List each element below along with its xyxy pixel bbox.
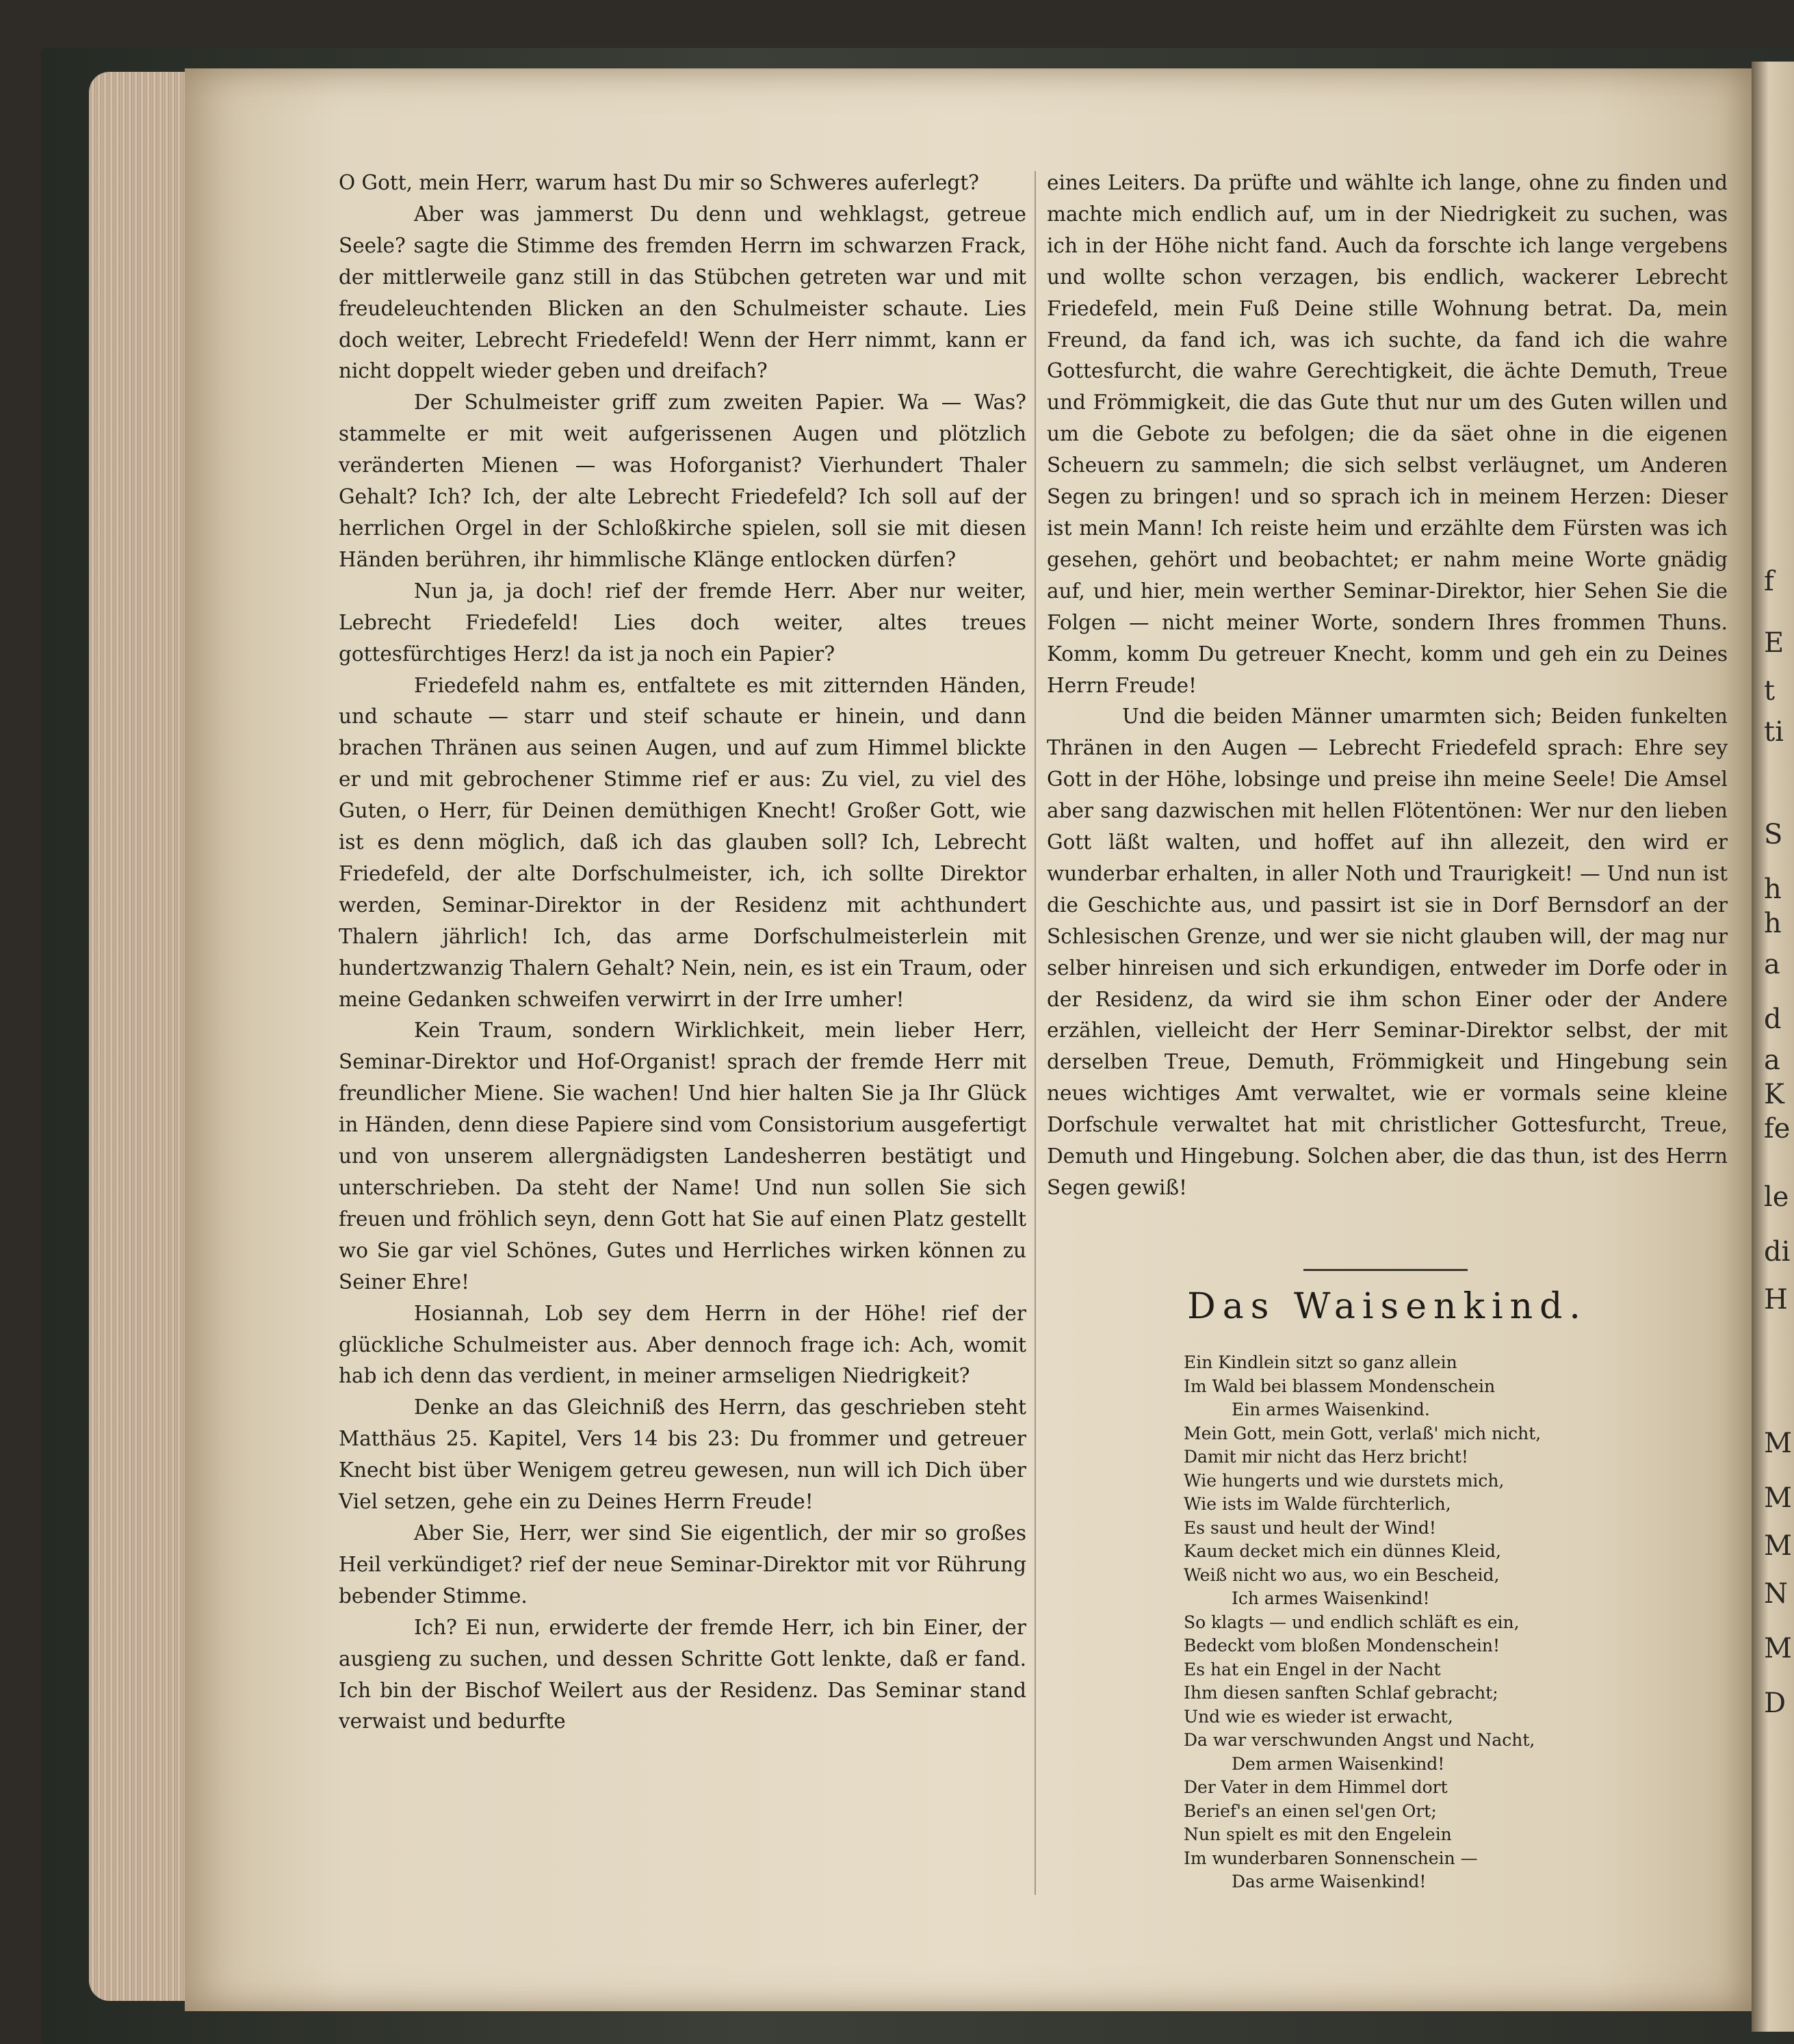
paragraph: Ich? Ei nun, erwiderte der fremde Herr, ich bin Einer, der ausgieng zu suchen, und dessen Schritte Gott lenkte, daß er fand. Ich bin der Bischof Weilert aus der Residenz. Das Seminar stand verwaist und bedurfte	[339, 1615, 1026, 1733]
margin-fragment: a	[1764, 949, 1780, 980]
margin-fragment: D	[1764, 1688, 1786, 1719]
margin-fragment: di	[1764, 1236, 1791, 1268]
margin-fragment: M	[1764, 1530, 1792, 1562]
margin-fragment: S	[1764, 819, 1783, 850]
poem-line: Berief's an einen sel'gen Ort;	[1184, 1800, 1437, 1821]
poem-line: Der Vater in dem Himmel dort	[1184, 1777, 1448, 1797]
paragraph: Hosiannah, Lob sey dem Herrn in der Höhe! rief der glückliche Schulmeister aus. Aber dennoch frage ich: Ach, womit hab ich denn das verdient, in meiner armseligen Niedrigkeit?	[339, 1301, 1026, 1388]
poem-line: Dem armen Waisenkind!	[1232, 1753, 1445, 1774]
margin-fragment: h	[1764, 908, 1782, 939]
poem-line: Ich armes Waisenkind!	[1232, 1588, 1430, 1608]
margin-fragment: ti	[1764, 716, 1784, 748]
margin-fragment: f	[1764, 566, 1774, 597]
poem	[1184, 1351, 1731, 1894]
paragraph: eines Leiters. Da prüfte und wählte ich lange, ohne zu finden und machte mich endlich auf, um in der Niedrigkeit zu suchen, was ich in der Höhe nicht fand. Auch da forschte ich lange vergebens und wollte schon verzagen, bis endlich, wackerer Lebrecht Friedefeld, mein Fuß Deine stille Wohnung betrat. Da, mein Freund, da fand ich, was ich suchte, da fand ich die wahre Gottesfurcht, die wahre Gerechtigkeit, die ächte Demuth, Treue und Frömmigkeit, die das Gute thut nur um des Guten willen und um die Gebote zu befolgen; die da säet ohne in die eigenen Scheuern zu sammeln; die sich selbst verläugnet, um Anderen Segen zu bringen! und so sprach ich in meinem Herzen: Dieser ist mein Mann! Ich reiste heim und erzählte dem Fürsten was ich gesehen, gehört und beobachtet; er nahm meine Worte gnädig auf, und hier, mein werther Seminar-Direktor, hier Sehen Sie die Folgen — nicht meiner Worte, sondern Ihres frommen Thuns. Komm, komm Du getreuer Knecht, komm und geh ein zu Deines Herrn Freude!	[1047, 171, 1728, 697]
poem-title: Das Waisenkind.	[1187, 1286, 1587, 1327]
poem-line: Weiß nicht wo aus, wo ein Bescheid,	[1184, 1564, 1500, 1585]
poem-line: Nun spielt es mit den Engelein	[1184, 1824, 1452, 1844]
paragraph: Der Schulmeister griff zum zweiten Papier. Wa — Was? stammelte er mit weit aufgerissenen Augen und plötzlich veränderten Mienen — was Hoforganist? Vierhundert Thaler Gehalt? Ich? Ich, der alte Lebrecht Friedefeld? Ich soll auf der herrlichen Orgel in der Schloßkirche spielen, soll sie mit diesen Händen berühren, ihr himmlische Klänge entlocken dürfen?	[339, 391, 1026, 571]
paragraph: Kein Traum, sondern Wirklichkeit, mein lieber Herr, Seminar-Direktor und Hof-Organist! sprach der fremde Herr mit freundlicher Miene. Sie wachen! Und hier halten Sie ja Ihr Glück in Händen, denn diese Papiere sind vom Consistorium ausgefertigt und von unserem allergnädigsten Landesherren bestätigt und unterschrieben. Da steht der Name! Und nun sollen Sie sich freuen und fröhlich seyn, denn Gott hat Sie auf einen Platz gestellt wo Sie gar viel Schönes, Gutes und Herrliches wirken können zu Seiner Ehre!	[339, 1019, 1026, 1294]
left-column	[339, 168, 1026, 1738]
margin-fragment: M	[1764, 1633, 1792, 1664]
poem-line: Kaum decket mich ein dünnes Kleid,	[1184, 1541, 1501, 1561]
poem-line: Es hat ein Engel in der Nacht	[1184, 1659, 1441, 1679]
section-separator	[1303, 1269, 1468, 1271]
paragraph: Und die beiden Männer umarmten sich; Beiden funkelten Thränen in den Augen — Lebrecht Friedefeld sprach: Ehre sey Gott in der Höhe, lobsinge und preise ihn meine Seele! Die Amsel aber sang dazwischen mit hellen Flötentönen: Wer nur den lieben Gott läßt walten, und hoffet auf ihn allezeit, den wird er wunderbar erhalten, in aller Noth und Traurigkeit! — Und nun ist die Geschichte aus, und passirt ist sie in Dorf Bernsdorf an der Schlesischen Grenze, und wer sie nicht glauben will, der mag nur selber hinreisen und sich erkundigen, entweder im Dorfe oder in der Residenz, da wird sie ihm schon Einer oder der Andere erzählen, vielleicht der Herr Seminar-Direktor selbst, der mit derselben Treue, Demuth, Frömmigkeit und Hingebung sein neues wichtiges Amt verwaltet, wie er vormals seine kleine Dorfschule verwaltet hat mit christlicher Gottesfurcht, Treue, Demuth und Hingebung. Solchen aber, die das thun, ist des Herrn Segen gewiß!	[1047, 705, 1728, 1199]
poem-line: Damit mir nicht das Herz bricht!	[1184, 1447, 1468, 1467]
poem-line: Und wie es wieder ist erwacht,	[1184, 1706, 1453, 1727]
next-page-strip	[1752, 62, 1794, 2032]
margin-fragment: E	[1764, 627, 1784, 659]
margin-fragment: t	[1764, 675, 1776, 707]
margin-fragment: a	[1764, 1045, 1780, 1076]
margin-fragment: d	[1764, 1004, 1782, 1035]
paragraph: O Gott, mein Herr, warum hast Du mir so Schweres auferlegt?	[339, 171, 979, 194]
paragraph: Friedefeld nahm es, entfaltete es mit zitternden Händen, und schaute — starr und steif schaute er hinein, und dann brachen Thränen aus seinen Augen, und auf zum Himmel blickte er und mit gebrochener Stimme rief er aus: Zu viel, zu viel des Guten, o Herr, für Deinen demüthigen Knecht! Großer Gott, wie ist es denn möglich, daß ich das glauben soll? Ich, Lebrecht Friedefeld, der alte Dorfschulmeister, ich, ich sollte Direktor werden, Seminar-Direktor in der Residenz mit achthundert Thalern jährlich! Ich, das arme Dorfschulmeisterlein mit hundertzwanzig Thalern Gehalt? Nein, nein, es ist ein Traum, oder meine Gedanken schweifen verwirrt in der Irre umher!	[339, 673, 1026, 1011]
page-edges	[89, 72, 192, 2001]
poem-line: Ein armes Waisenkind.	[1232, 1400, 1430, 1419]
poem-line: Ihm diesen sanften Schlaf gebracht;	[1184, 1683, 1498, 1703]
margin-fragment: K	[1764, 1079, 1784, 1110]
poem-line: Wie hungerts und wie durstets mich,	[1184, 1470, 1505, 1491]
poem-line: Im Wald bei blassem Mondenschein	[1184, 1376, 1496, 1396]
paragraph: Nun ja, ja doch! rief der fremde Herr. Aber nur weiter, Lebrecht Friedefeld! Lies doch weiter, altes treues gottesfürchtiges Herz! da ist ja noch ein Papier?	[339, 579, 1026, 666]
right-column	[1047, 168, 1728, 1204]
paragraph: Denke an das Gleichniß des Herrn, das geschrieben steht Matthäus 25. Kapitel, Vers 14 bis 23: Du frommer und getreuer Knecht bist über Wenigem getreu gewesen, nun will ich Dich über Viel setzen, gehe ein zu Deines Herrn Freude!	[339, 1396, 1026, 1514]
poem-line: Wie ists im Walde fürchterlich,	[1184, 1494, 1451, 1514]
margin-fragment: le	[1764, 1181, 1789, 1213]
margin-fragment: M	[1764, 1428, 1792, 1459]
poem-line: Das arme Waisenkind!	[1232, 1872, 1427, 1891]
margin-fragment: M	[1764, 1482, 1792, 1514]
poem-line: Ein Kindlein sitzt so ganz allein	[1184, 1352, 1457, 1372]
margin-fragment: h	[1764, 874, 1782, 905]
margin-fragment: N	[1764, 1578, 1788, 1610]
poem-line: Im wunderbaren Sonnenschein —	[1184, 1848, 1478, 1868]
poem-line: Bedeckt vom bloßen Mondenschein!	[1184, 1636, 1500, 1655]
margin-fragment: H	[1764, 1284, 1788, 1315]
poem-line: So klagts — und endlich schläft es ein,	[1184, 1612, 1520, 1632]
poem-line: Mein Gott, mein Gott, verlaß' mich nicht,	[1184, 1423, 1542, 1443]
poem-line: Da war verschwunden Angst und Nacht,	[1184, 1730, 1535, 1750]
paragraph: Aber Sie, Herr, wer sind Sie eigentlich, der mir so großes Heil verkündiget? rief der neue Seminar-Direktor mit vor Rührung bebender Stimme.	[339, 1521, 1026, 1608]
poem-line: Es saust und heult der Wind!	[1184, 1517, 1436, 1538]
column-divider	[1035, 171, 1036, 1895]
margin-fragment: fe	[1764, 1113, 1791, 1144]
paragraph: Aber was jammerst Du denn und wehklagst, getreue Seele? sagte die Stimme des fremden Herrn im schwarzen Frack, der mittlerweile ganz still in das Stübchen getreten war und mit freudeleuchtenden Blicken an den Schulmeister schaute. Lies doch weiter, Lebrecht Friedefeld! Wenn der Herr nimmt, kann er nicht doppelt wieder geben und dreifach?	[339, 202, 1026, 383]
